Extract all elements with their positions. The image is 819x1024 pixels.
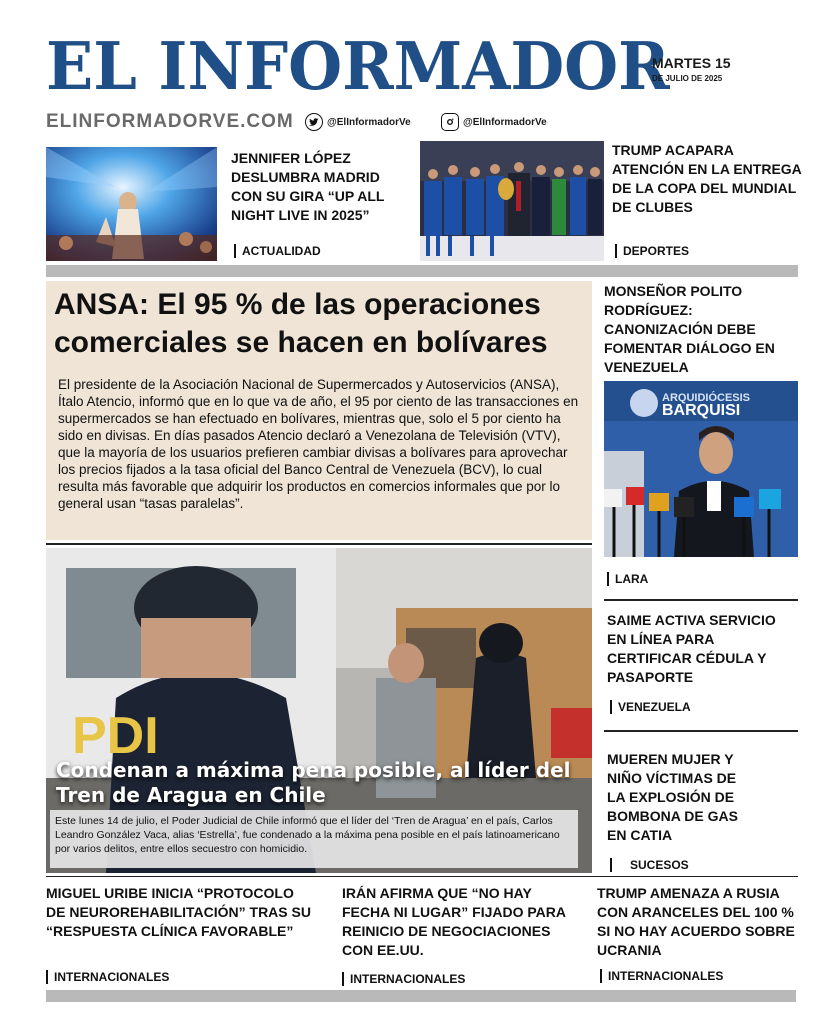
section-tag[interactable]: LARA <box>607 572 648 586</box>
story-headline[interactable]: TRUMP ACAPARA ATENCIÓN EN LA ENTREGA DE LA COPA DEL MUNDIAL DE CLUBES <box>612 142 802 215</box>
twitter-icon <box>305 113 323 131</box>
site-url[interactable]: ELINFORMADORVE.COM <box>46 111 294 132</box>
photo-sign-text: ARQUIDIÓCESIS <box>662 392 751 404</box>
jlo-concert-photo[interactable] <box>46 147 217 261</box>
section-tag[interactable]: INTERNACIONALES <box>342 972 465 986</box>
instagram-icon <box>441 113 459 131</box>
story-headline[interactable]: MONSEÑOR POLITO RODRÍGUEZ: CANONIZACIÓN DEBE FOMENTAR DIÁLOGO EN VENEZUELA <box>604 283 775 375</box>
masthead-title: EL INFORMADOR <box>46 28 670 105</box>
section-tag[interactable]: INTERNACIONALES <box>600 969 723 983</box>
section-tag[interactable]: DEPORTES <box>615 244 689 258</box>
club-world-cup-photo[interactable] <box>420 141 604 261</box>
divider-line <box>46 543 592 545</box>
instagram-handle: @ElInformadorVe <box>463 116 547 128</box>
feature-body: Este lunes 14 de julio, el Poder Judicial de Chile informó que el líder del ‘Tren de Aragua’ en el país, Carlos Leandro González Vaca, alias ‘Estrella’, fue condenado a la máxima pena posible en el país latinoamericano por varios delitos, entre ellos secuestro con homicidio. <box>55 815 560 855</box>
svg-text:BARQUISI: BARQUISI <box>662 402 741 419</box>
lead-body: El presidente de la Asociación Nacional de Supermercados y Autoservicios (ANSA), Ítalo Atencio, informó que en lo que va de año, el 95 por ciento de las transacciones en supermercados se han efectuado en bolívares, mientras que, solo el 5 por ciento ha sido en divisas. En días pasados Atencio declaró a Venezolana de Televisión (VTV), que la mayoría de los usuarios prefieren cambiar divisas a bolívares para aprovechar los precios fijados a la tasa oficial del Banco Central de Venezuela (BCV), lo cual resulta más favorable que adquirir los productos en comercios informales que por lo general usan “tasas paralelas”. <box>58 377 579 511</box>
instagram-link[interactable] <box>441 112 547 132</box>
twitter-link[interactable] <box>305 112 411 132</box>
lead-headline[interactable]: ANSA: El 95 % de las operaciones comerciales se hacen en bolívares <box>54 288 548 359</box>
story-headline[interactable]: MUEREN MUJER Y NIÑO VÍCTIMAS DE LA EXPLOSIÓN DE BOMBONA DE GAS EN CATIA <box>607 751 738 843</box>
divider-bar <box>46 265 798 277</box>
story-headline[interactable]: MIGUEL URIBE INICIA “PROTOCOLO DE NEUROREHABILITACIÓN” TRAS SU “RESPUESTA CLÍNICA FAVORABLE” <box>46 885 311 939</box>
section-tag[interactable]: SUCESOS <box>610 858 689 872</box>
section-tag[interactable]: VENEZUELA <box>610 700 691 714</box>
vest-lettering: PDI <box>72 707 159 765</box>
story-headline[interactable]: IRÁN AFIRMA QUE “NO HAY FECHA NI LUGAR” FIJADO PARA REINICIO DE NEGOCIACIONES CON EE.UU. <box>342 885 566 958</box>
story-headline[interactable]: TRUMP AMENAZA A RUSIA CON ARANCELES DEL 100 % SI NO HAY ACUERDO SOBRE UCRANIA <box>597 885 795 958</box>
divider-bar <box>46 990 796 1002</box>
feature-headline[interactable]: Condenan a máxima pena posible, al líder del Tren de Aragua en Chile <box>56 758 571 807</box>
divider-line <box>46 876 798 877</box>
story-headline[interactable]: SAIME ACTIVA SERVICIO EN LÍNEA PARA CERTIFICAR CÉDULA Y PASAPORTE <box>607 612 776 685</box>
monsenor-press-photo[interactable] <box>604 381 798 557</box>
date-rest: DE JULIO DE 2025 <box>652 74 723 83</box>
section-tag[interactable]: ACTUALIDAD <box>234 244 321 258</box>
section-tag[interactable]: INTERNACIONALES <box>46 970 169 984</box>
date-day: MARTES 15 <box>652 55 731 71</box>
story-headline[interactable]: JENNIFER LÓPEZ DESLUMBRA MADRID CON SU GIRA “UP ALL NIGHT LIVE IN 2025” <box>231 150 385 223</box>
divider-line <box>604 599 798 601</box>
twitter-handle: @ElInformadorVe <box>327 116 411 128</box>
divider-line <box>604 730 798 732</box>
